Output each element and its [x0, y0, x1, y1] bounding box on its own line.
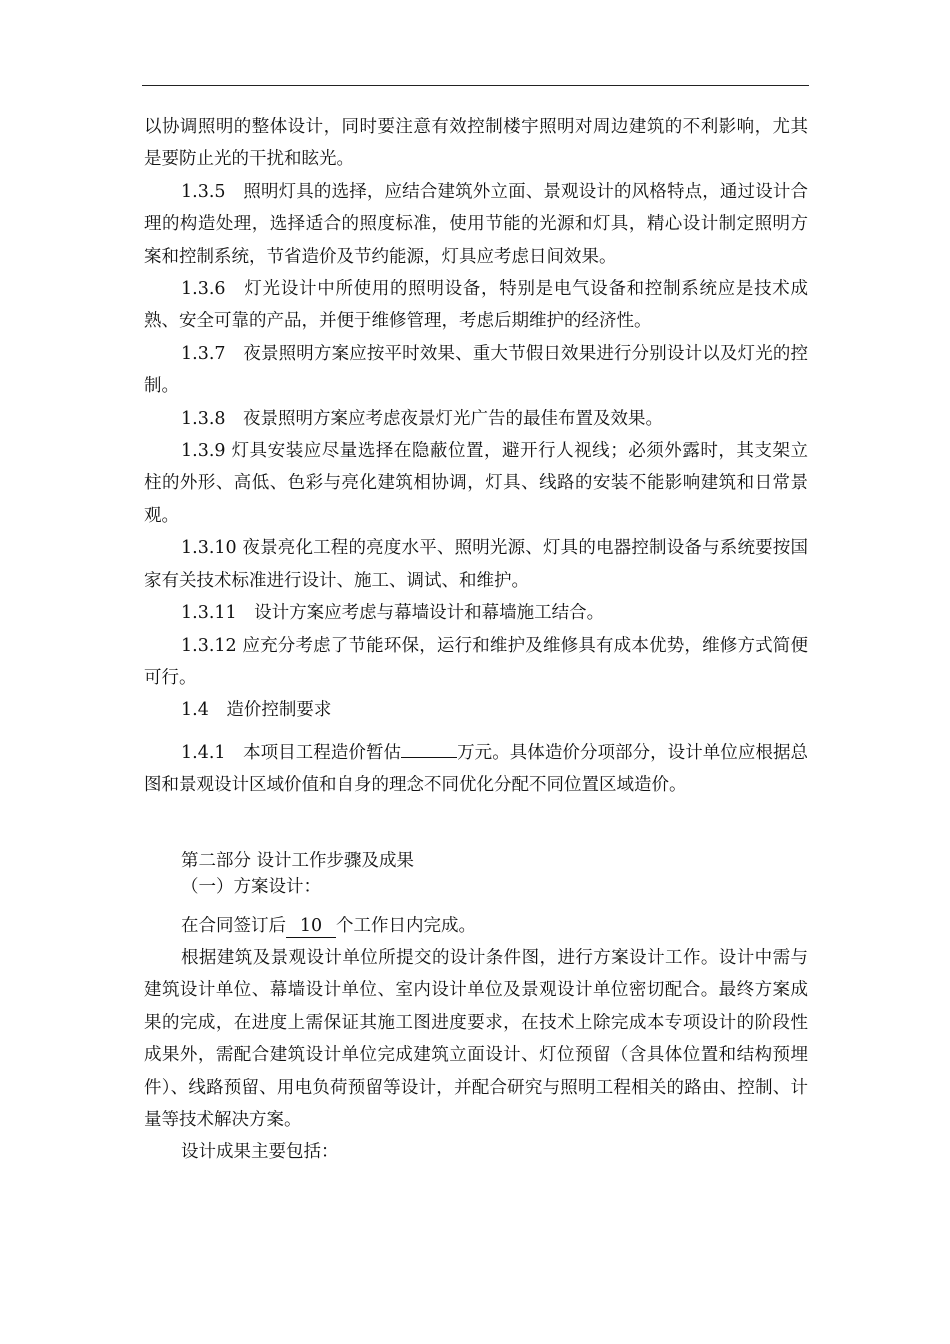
section-1-4-heading: 1.4 造价控制要求: [181, 700, 332, 721]
clause-1-4-1: [144, 737, 808, 802]
clause-1-4-1-rest: 万元。具体造价分项部分，设计单位应根据总图和景观设计区域价值和自身的理念不同优化分配不同位置区域造价。: [144, 742, 809, 796]
clause-1-3-10: 1.3.10 夜景亮化工程的亮度水平、照明光源、灯具的电器控制设备与系统要按国家有关技术标准进行设计、施工、调试、和维护。: [144, 538, 808, 591]
deliverables-intro: 设计成果主要包括：: [181, 1142, 339, 1163]
clause-1-3-9: 1.3.9 灯具安装应尽量选择在隐蔽位置，避开行人视线；必须外露时，其支架立柱的外形、高低、色彩与亮化建筑相协调，灯具、线路的安装不能影响建筑和日常景观。: [144, 441, 808, 526]
cost-estimate-blank: [401, 757, 457, 758]
paragraph-continuation: 以协调照明的整体设计，同时要注意有效控制楼宇照明对周边建筑的不利影响，尤其是要防止光的干扰和眩光。: [144, 117, 808, 170]
deadline-rest: 个工作日内完成。: [336, 915, 476, 936]
scheme-design-heading: （一）方案设计：: [181, 876, 321, 897]
clause-1-4-1-lead: 1.4.1 本项目工程造价暂估: [181, 742, 402, 763]
header-rule: [142, 85, 809, 86]
completion-deadline: [144, 910, 808, 942]
clause-1-3-6: 1.3.6 灯光设计中所使用的照明设备，特别是电气设备和控制系统应是技术成熟、安全可靠的产品，并便于维修管理，考虑后期维护的经济性。: [144, 279, 808, 332]
part-two-heading: 第二部分 设计工作步骤及成果: [181, 850, 415, 871]
clause-1-3-12: 1.3.12 应充分考虑了节能环保，运行和维护及维修具有成本优势，维修方式简便可行。: [144, 635, 808, 688]
scheme-design-paragraph: 根据建筑及景观设计单位所提交的设计条件图，进行方案设计工作。设计中需与建筑设计单位、幕墙设计单位、室内设计单位及景观设计单位密切配合。最终方案成果的完成，在进度上需保证其施工图进度要求，在技术上除完成本专项设计的阶段性成果外，需配合建筑设计单位完成建筑立面设计、灯位预留（含具体位置和结构预埋件）、线路预留、用电负荷预留等设计，并配合研究与照明工程相关的路由、控制、计量等技术解决方案。: [144, 947, 808, 1130]
clause-1-3-8: 1.3.8 夜景照明方案应考虑夜景灯光广告的最佳布置及效果。: [181, 408, 664, 429]
clause-1-3-5: 1.3.5 照明灯具的选择，应结合建筑外立面、景观设计的风格特点，通过设计合理的构造处理，选择适合的照度标准，使用节能的光源和灯具，精心设计制定照明方案和控制系统，节省造价及节约能源，灯具应考虑日间效果。: [144, 181, 808, 267]
deadline-days-blank: 10: [286, 915, 336, 938]
deadline-lead: 在合同签订后: [181, 915, 286, 936]
document-body: [144, 111, 808, 1169]
clause-1-3-11: 1.3.11 设计方案应考虑与幕墙设计和幕墙施工结合。: [181, 603, 605, 624]
clause-1-3-7: 1.3.7 夜景照明方案应按平时效果、重大节假日效果进行分别设计以及灯光的控制。: [144, 343, 808, 397]
